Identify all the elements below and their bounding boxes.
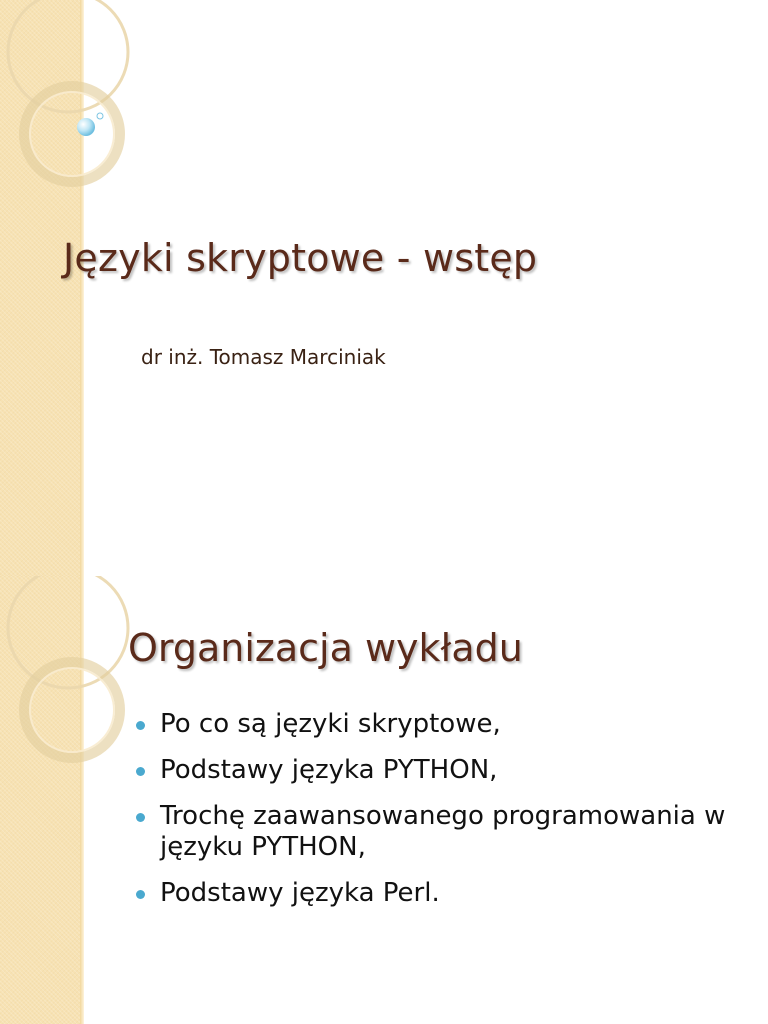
bullet-text: Podstawy języka Perl. [160, 878, 440, 908]
bullet-text: Po co są języki skryptowe, [160, 709, 501, 739]
bullet-text: Trochę zaawansowanego programowania w języku PYTHON, [160, 801, 726, 862]
slide-agenda [0, 576, 768, 1024]
list-item [132, 878, 752, 909]
bullet-icon [136, 721, 145, 730]
bullet-text: Podstawy języka PYTHON, [160, 755, 498, 785]
list-item [132, 755, 752, 786]
bullet-icon [136, 890, 145, 899]
presentation-title: Języki skryptowe - wstęp [63, 236, 538, 280]
decorative-rings-icon [0, 576, 130, 806]
bullet-list [132, 709, 752, 924]
bullet-icon [136, 813, 145, 822]
list-item [132, 801, 752, 863]
bullet-icon [136, 767, 145, 776]
author-name: dr inż. Tomasz Marciniak [141, 345, 386, 369]
decorative-rings-icon [0, 0, 130, 230]
slide-heading: Organizacja wykładu [128, 626, 523, 670]
list-item [132, 709, 752, 740]
